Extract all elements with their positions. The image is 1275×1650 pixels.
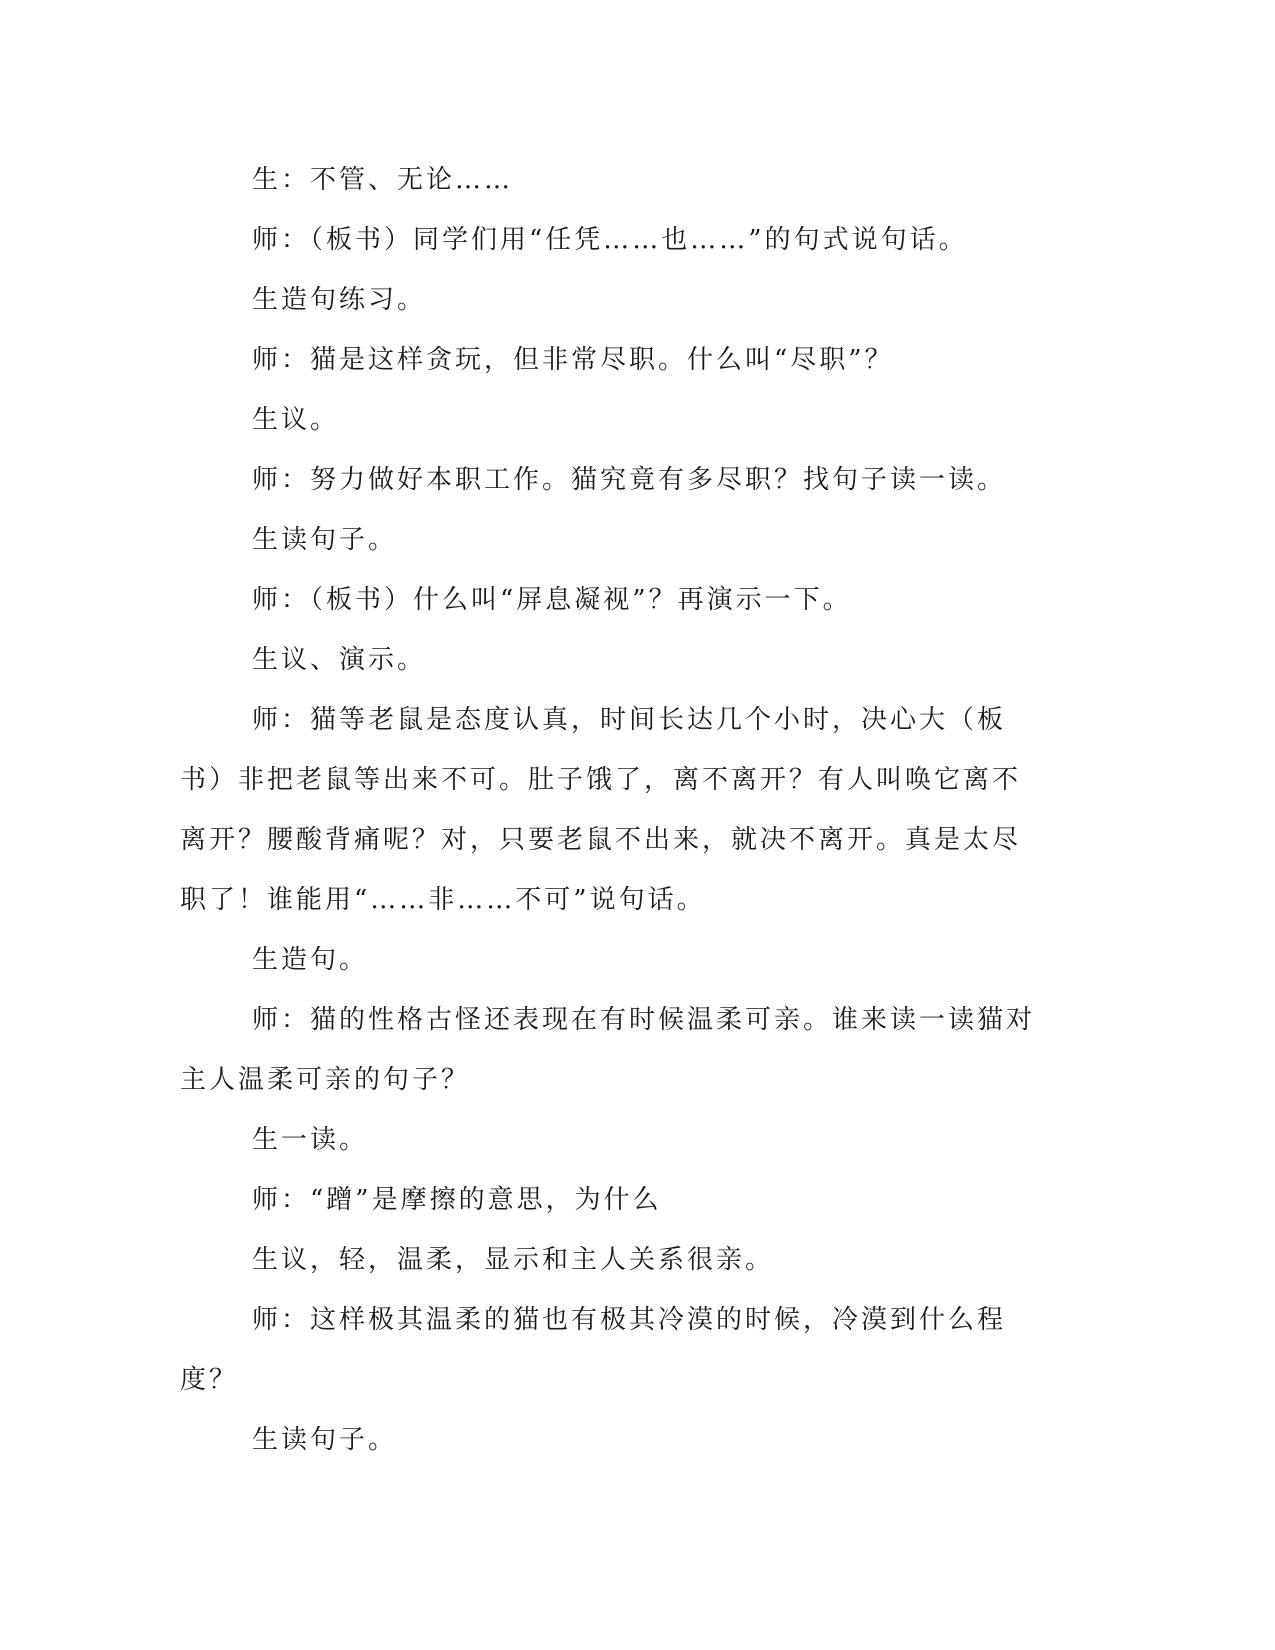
paragraph: 生议。 [252,405,340,435]
paragraph: 师：猫的性格古怪还表现在有时候温柔可亲。谁来读一读猫对主人温柔可亲的句子？ [180,1005,1036,1095]
paragraph: 师：“蹭”是摩擦的意思，为什么 [252,1185,662,1215]
paragraph: 生读句子。 [252,525,398,555]
paragraph: 生造句练习。 [252,285,427,315]
paragraph: 师：猫等老鼠是态度认真，时间长达几个小时，决心大（板书）非把老鼠等出来不可。肚子饿了，离不离开？有人叫唤它离不离开？腰酸背痛呢？对，只要老鼠不出来，就决不离开。真是太尽职了！谁能用“……非……不可”说句话。 [180,705,1022,915]
paragraph: 师：猫是这样贪玩，但非常尽职。什么叫“尽职”？ [252,345,894,375]
paragraph: 师：努力做好本职工作。猫究竟有多尽职？找句子读一读。 [252,465,1007,495]
paragraph: 师：这样极其温柔的猫也有极其冷漠的时候，冷漠到什么程度？ [180,1305,1007,1395]
paragraph: 生造句。 [252,945,369,975]
paragraph: 生读句子。 [252,1425,398,1455]
paragraph: 师：（板书）什么叫“屏息凝视”？再演示一下。 [252,585,852,615]
paragraph: 生：不管、无论…… [252,165,514,195]
paragraph: 生议、演示。 [252,645,427,675]
paragraph: 师：（板书）同学们用“任凭……也……”的句式说句话。 [252,225,968,255]
paragraph: 生议，轻，温柔，显示和主人关系很亲。 [252,1245,775,1275]
lesson-transcript [180,150,1040,1470]
paragraph: 生一读。 [252,1125,369,1155]
